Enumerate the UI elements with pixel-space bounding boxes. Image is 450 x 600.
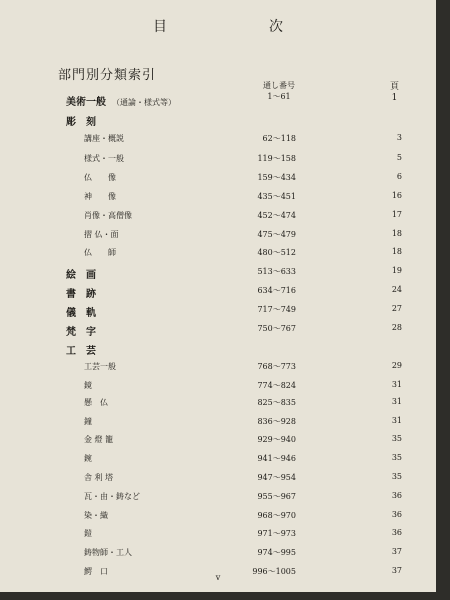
entry-label-text: 工 芸	[66, 346, 96, 357]
entry-note: （通論・様式等）	[112, 98, 176, 107]
entry-number-range: 974〜995	[257, 548, 296, 557]
entry-page-number: 31	[391, 397, 402, 406]
entry-label-text: 鏡	[84, 381, 92, 390]
entry-label	[66, 113, 96, 128]
entry-label-text: 鎧	[84, 529, 92, 538]
entry-label-text: 美術一般	[66, 97, 106, 108]
entry-number-range: 929〜940	[257, 435, 296, 444]
index-entry	[0, 247, 436, 263]
entry-page-number: 37	[391, 547, 402, 556]
entry-label	[66, 266, 96, 281]
entry-label	[84, 416, 92, 427]
entry-label	[84, 133, 124, 144]
entry-label-text: 鋺	[84, 454, 92, 463]
index-entry	[0, 472, 436, 488]
entry-label-text: 絵 画	[66, 270, 96, 281]
entry-label-text: 講座・概説	[84, 134, 124, 143]
entry-label	[84, 491, 140, 502]
entry-page-number: 17	[391, 210, 402, 219]
entry-page-number: 29	[391, 361, 402, 370]
entry-label-text: 摺 仏・面	[84, 230, 119, 239]
page-header-first-page: 1	[391, 93, 398, 103]
entry-page-number: 18	[391, 229, 402, 238]
entry-number-range: 825〜835	[257, 398, 296, 407]
index-entry	[0, 528, 436, 544]
entry-label	[84, 172, 116, 183]
entry-page-number: 16	[391, 191, 402, 200]
index-entry	[0, 416, 436, 432]
entry-label-text: 金 燈 籠	[84, 435, 114, 444]
entry-label-text: 梵 字	[66, 327, 96, 338]
entry-label	[84, 229, 119, 240]
entry-label	[84, 153, 124, 164]
entry-label	[84, 247, 116, 258]
entry-number-range: 955〜967	[257, 492, 296, 501]
entry-label	[84, 510, 108, 521]
entry-page-number: 36	[391, 528, 402, 537]
entry-number-range: 968〜970	[257, 511, 296, 520]
entry-page-number: 35	[391, 434, 402, 443]
entry-page-number: 5	[396, 153, 402, 162]
entry-page-number: 3	[396, 133, 402, 142]
entry-page-number: 28	[391, 323, 402, 332]
entry-number-range: 435〜451	[257, 192, 296, 201]
entry-label-text: 瓦・由・鋳など	[84, 492, 140, 501]
entry-label	[66, 93, 176, 108]
page-header-label: 頁	[390, 82, 400, 92]
entry-label	[66, 285, 96, 300]
entry-number-range: 774〜824	[257, 381, 296, 390]
entry-number-range: 119〜158	[257, 154, 296, 163]
entry-number-range: 159〜434	[257, 173, 296, 182]
entry-label-text: 仏 像	[84, 173, 116, 182]
entry-number-range: 971〜973	[257, 529, 296, 538]
entry-label	[66, 304, 96, 319]
index-entry	[0, 304, 436, 320]
entry-label-text: 儀 軌	[66, 308, 96, 319]
index-entry	[0, 342, 436, 358]
index-entry	[0, 453, 436, 469]
page-number: v	[215, 573, 221, 582]
range-header-label: 通し番号	[263, 81, 295, 90]
entry-number-range: 717〜749	[257, 305, 296, 314]
entry-label-text: 鰐 口	[84, 567, 108, 576]
entry-label-text: 鐘	[84, 417, 92, 426]
entry-label	[66, 323, 96, 338]
entry-page-number: 19	[391, 266, 402, 275]
entry-page-number: 36	[391, 491, 402, 500]
index-entry	[0, 547, 436, 563]
index-entry	[0, 380, 436, 396]
entry-page-number: 36	[391, 510, 402, 519]
entry-label-text: 舎 利 塔	[84, 473, 114, 482]
index-entry	[0, 361, 436, 377]
entry-label-text: 懸 仏	[84, 398, 108, 407]
entry-label	[84, 434, 113, 445]
entry-page-number: 6	[396, 172, 402, 181]
entry-page-number: 35	[391, 453, 402, 462]
entry-label-text: 鋳物師・工人	[84, 548, 132, 557]
entry-page-number: 37	[391, 566, 402, 575]
index-entry	[0, 153, 436, 169]
entry-label	[84, 397, 108, 408]
index-entry	[0, 133, 436, 149]
entry-label	[84, 380, 92, 391]
entry-page-number: 35	[391, 472, 402, 481]
entry-label-text: 様式・一般	[84, 154, 124, 163]
entry-label	[84, 528, 92, 539]
entry-label-text: 彫 刻	[66, 117, 96, 128]
entry-number-range: 750〜767	[257, 324, 296, 333]
entry-number-range: 513〜633	[257, 267, 296, 276]
entry-label	[84, 472, 113, 483]
entry-label	[84, 210, 132, 221]
range-header-first-range: 1〜61	[267, 92, 291, 101]
index-entry	[0, 434, 436, 450]
entry-number-range: 475〜479	[257, 230, 296, 239]
entry-label-text: 肖像・高僧像	[84, 211, 132, 220]
entry-number-range: 452〜474	[257, 211, 296, 220]
entry-number-range: 941〜946	[257, 454, 296, 463]
index-entry	[0, 285, 436, 301]
entry-page-number: 24	[391, 285, 402, 294]
entry-page-number: 27	[391, 304, 402, 313]
index-entry	[0, 510, 436, 526]
index-entry	[0, 191, 436, 207]
entry-label-text: 神 像	[84, 192, 116, 201]
index-entry	[0, 323, 436, 339]
entry-label	[84, 191, 116, 202]
entry-page-number: 18	[391, 247, 402, 256]
index-entry	[0, 93, 436, 109]
index-entry	[0, 210, 436, 226]
entry-label-text: 工芸一般	[84, 362, 116, 371]
index-entry	[0, 397, 436, 413]
entry-page-number: 31	[391, 416, 402, 425]
index-entry	[0, 113, 436, 129]
entry-label	[66, 342, 96, 357]
entry-page-number: 31	[391, 380, 402, 389]
entry-number-range: 768〜773	[257, 362, 296, 371]
entry-number-range: 480〜512	[257, 248, 296, 257]
index-entry	[0, 266, 436, 282]
entry-number-range: 947〜954	[257, 473, 296, 482]
entry-number-range: 62〜118	[262, 134, 296, 143]
index-entry	[0, 229, 436, 245]
entry-label-text: 染・織	[84, 511, 108, 520]
index-entry	[0, 172, 436, 188]
entry-number-range: 996〜1005	[252, 567, 296, 576]
entry-label-text: 書 跡	[66, 289, 96, 300]
entry-number-range: 836〜928	[257, 417, 296, 426]
entry-label	[84, 547, 132, 558]
index-entry	[0, 491, 436, 507]
entry-label	[84, 453, 92, 464]
page-title: 目 次	[153, 19, 327, 35]
section-heading: 部門別分類索引	[58, 68, 157, 83]
entry-label-text: 仏 師	[84, 248, 116, 257]
entry-number-range: 634〜716	[257, 286, 296, 295]
entry-label	[84, 361, 116, 372]
